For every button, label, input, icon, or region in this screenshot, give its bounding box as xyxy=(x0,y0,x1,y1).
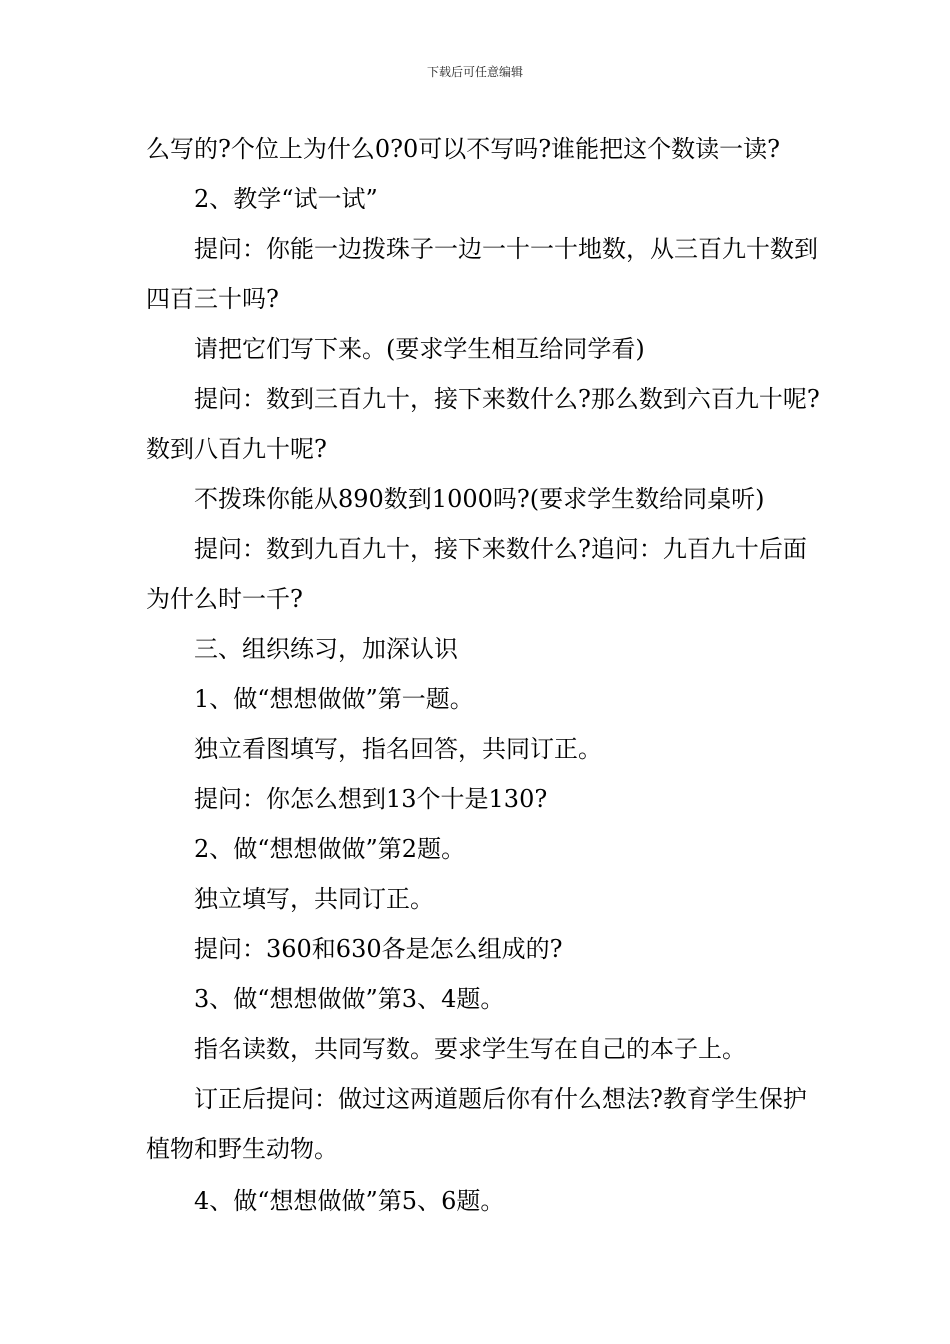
paragraph-8: 三、组织练习，加深认识 xyxy=(194,635,458,663)
page-header: 下载后可任意编辑 xyxy=(426,65,523,79)
paragraph-1: 么写的?个位上为什么0?0可以不写吗?谁能把这个数读一读? xyxy=(146,135,781,163)
paragraph-13: 独立填写，共同订正。 xyxy=(194,885,434,913)
paragraph-7: 提问：数到九百九十，接下来数什么?追问：九百九十后面为什么时一千? xyxy=(146,535,807,613)
paragraph-14: 提问：360和630各是怎么组成的? xyxy=(194,935,563,963)
paragraph-15: 3、做“想想做做”第3、4题。 xyxy=(194,985,505,1013)
paragraph-9: 1、做“想想做做”第一题。 xyxy=(194,685,474,713)
paragraph-3: 提问：你能一边拨珠子一边一十一十地数，从三百九十数到四百三十吗? xyxy=(146,235,818,313)
paragraph-18: 4、做“想想做做”第5、6题。 xyxy=(194,1187,505,1215)
paragraph-10: 独立看图填写，指名回答，共同订正。 xyxy=(194,735,602,763)
paragraph-4: 请把它们写下来。(要求学生相互给同学看) xyxy=(194,335,645,363)
paragraph-11: 提问：你怎么想到13个十是130? xyxy=(194,785,548,813)
paragraph-17: 订正后提问：做过这两道题后你有什么想法?教育学生保护植物和野生动物。 xyxy=(146,1085,807,1163)
paragraph-16: 指名读数，共同写数。要求学生写在自己的本子上。 xyxy=(194,1035,746,1063)
document-body xyxy=(146,124,826,1226)
paragraph-2: 2、教学“试一试” xyxy=(194,185,378,213)
paragraph-6: 不拨珠你能从890数到1000吗?(要求学生数给同桌听) xyxy=(194,485,765,513)
paragraph-12: 2、做“想想做做”第2题。 xyxy=(194,835,466,863)
paragraph-5: 提问：数到三百九十，接下来数什么?那么数到六百九十呢?数到八百九十呢? xyxy=(146,385,820,463)
